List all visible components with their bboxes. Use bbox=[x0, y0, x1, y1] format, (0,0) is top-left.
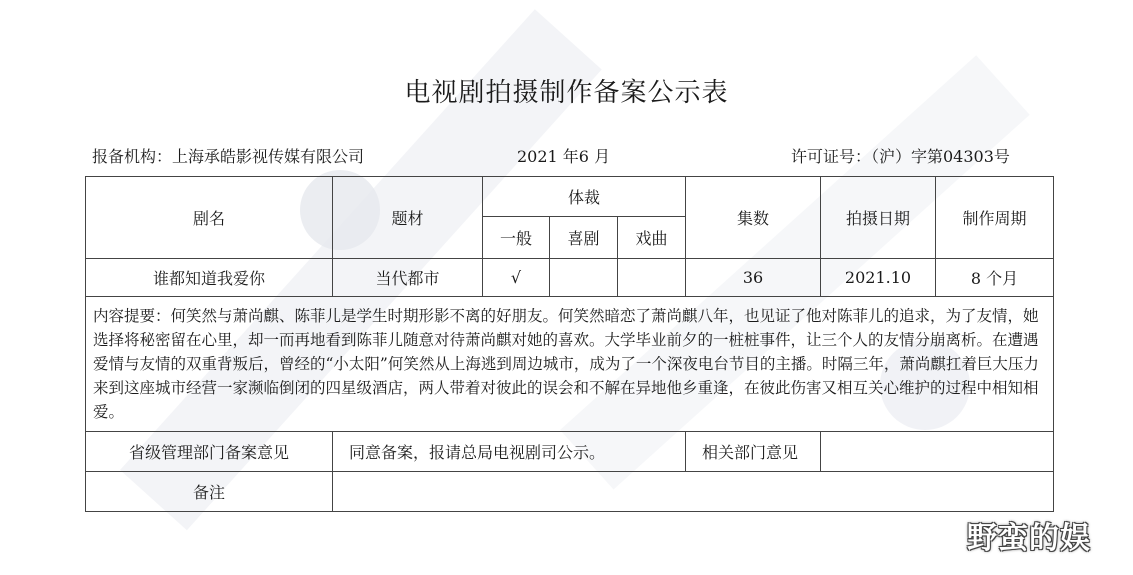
filing-date: 2021 年6 月 bbox=[517, 147, 611, 166]
cell-period: 8 个月 bbox=[936, 259, 1054, 297]
filing-table bbox=[85, 176, 1054, 512]
remarks-value bbox=[333, 472, 1054, 512]
header-period: 制作周期 bbox=[936, 177, 1054, 259]
cell-episodes: 36 bbox=[686, 259, 821, 297]
dept-label: 相关部门意见 bbox=[686, 432, 821, 472]
header-genre: 体裁 bbox=[483, 177, 686, 217]
provincial-label: 省级管理部门备案意见 bbox=[86, 432, 333, 472]
license-number: 许可证号：（沪）字第04303号 bbox=[791, 147, 1010, 166]
cell-comedy-mark bbox=[550, 259, 618, 297]
header-genre-comedy: 喜剧 bbox=[550, 217, 618, 259]
content-summary: 内容提要：何笑然与萧尚麒、陈菲儿是学生时期形影不离的好朋友。何笑然暗恋了萧尚麒八年，也见证了他对陈菲儿的追求，为了友情，她选择将秘密留在心里，却一而再地看到陈菲儿随意对待萧尚麒对她的喜欢。大学毕业前夕的一桩桩事件，让三个人的友情分崩离析。在遭遇爱情与友情的双重背叛后，曾经的“小太阳”何笑然从上海逃到周边城市，成为了一个深夜电台节目的主播。时隔三年，萧尚麒扛着巨大压力来到这座城市经营一家濒临倒闭的四星级酒店，两人带着对彼此的误会和不解在异地他乡重逢，在彼此伤害又相互关心维护的过程中相知相爱。 bbox=[86, 297, 1054, 432]
header-genre-opera: 戏曲 bbox=[618, 217, 686, 259]
header-shoot-date: 拍摄日期 bbox=[821, 177, 936, 259]
cell-opera-mark bbox=[618, 259, 686, 297]
provincial-opinion: 同意备案，报请总局电视剧司公示。 bbox=[333, 432, 686, 472]
cell-drama-name: 谁都知道我爱你 bbox=[86, 259, 333, 297]
header-genre-general: 一般 bbox=[483, 217, 550, 259]
header-name: 剧名 bbox=[86, 177, 333, 259]
filing-organization: 报备机构：上海承皓影视传媒有限公司 bbox=[92, 147, 365, 166]
dept-opinion bbox=[821, 432, 1054, 472]
header-episodes: 集数 bbox=[686, 177, 821, 259]
document-title: 电视剧拍摄制作备案公示表 bbox=[404, 78, 729, 108]
cell-theme: 当代都市 bbox=[333, 259, 483, 297]
watermark-brand-text: 野蛮的娱 bbox=[967, 521, 1091, 556]
cell-general-mark: √ bbox=[483, 259, 550, 297]
cell-shoot-date: 2021.10 bbox=[821, 259, 936, 297]
header-theme: 题材 bbox=[333, 177, 483, 259]
remarks-label: 备注 bbox=[86, 472, 333, 512]
